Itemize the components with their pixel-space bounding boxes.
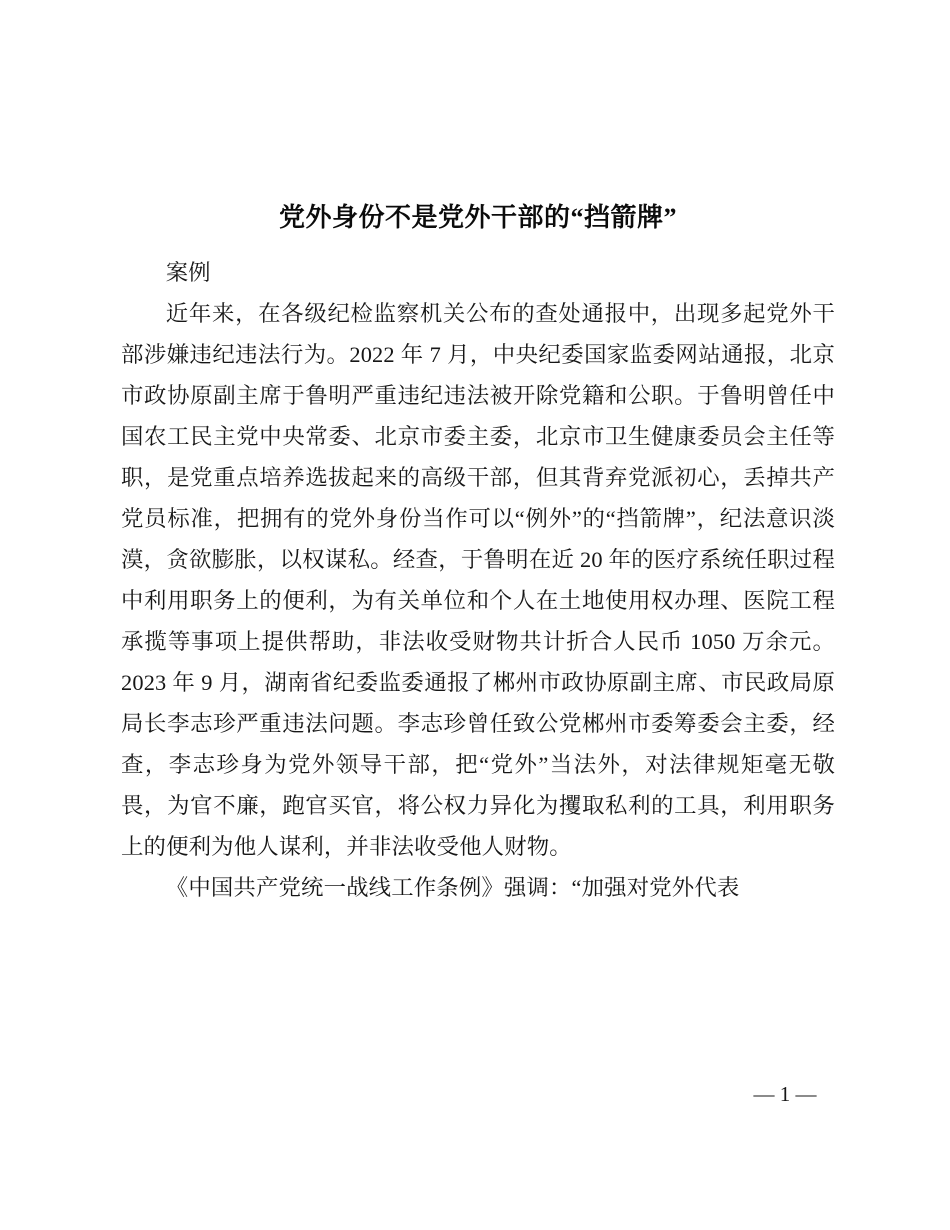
page-number-footer: — 1 — <box>753 1082 817 1106</box>
document-body <box>121 196 835 908</box>
paragraph-case-body: 近年来，在各级纪检监察机关公布的查处通报中，出现多起党外干部涉嫌违纪违法行为。2022 年 7 月，中央纪委国家监委网站通报，北京市政协原副主席于鲁明严重违纪违法被开除党籍和公职。于鲁明曾任中国农工民主党中央常委、北京市委主委，北京市卫生健康委员会主任等职，是党重点培养选拔起来的高级干部，但其背弃党派初心，丢掉共产党员标准，把拥有的党外身份当作可以“例外”的“挡箭牌”，纪法意识淡漠，贪欲膨胀，以权谋私。经查，于鲁明在近 20 年的医疗系统任职过程中利用职务上的便利，为有关单位和个人在土地使用权办理、医院工程承揽等事项上提供帮助，非法收受财物共计折合人民币 1050 万余元。2023 年 9 月，湖南省纪委监委通报了郴州市政协原副主席、市民政局原局长李志珍严重违法问题。李志珍曾任致公党郴州市委筹委会主委，经查，李志珍身为党外领导干部，把“党外”当法外，对法律规矩毫无敬畏，为官不廉，跑官买官，将公权力异化为攫取私利的工具，利用职务上的便利为他人谋利，并非法收受他人财物。 <box>121 301 835 859</box>
section-label-case: 案例 <box>165 260 211 285</box>
page-title: 党外身份不是党外干部的“挡箭牌” <box>278 203 677 232</box>
paragraph-regulation-quote: 《中国共产党统一战线工作条例》强调：“加强对党外代表 <box>165 875 740 900</box>
